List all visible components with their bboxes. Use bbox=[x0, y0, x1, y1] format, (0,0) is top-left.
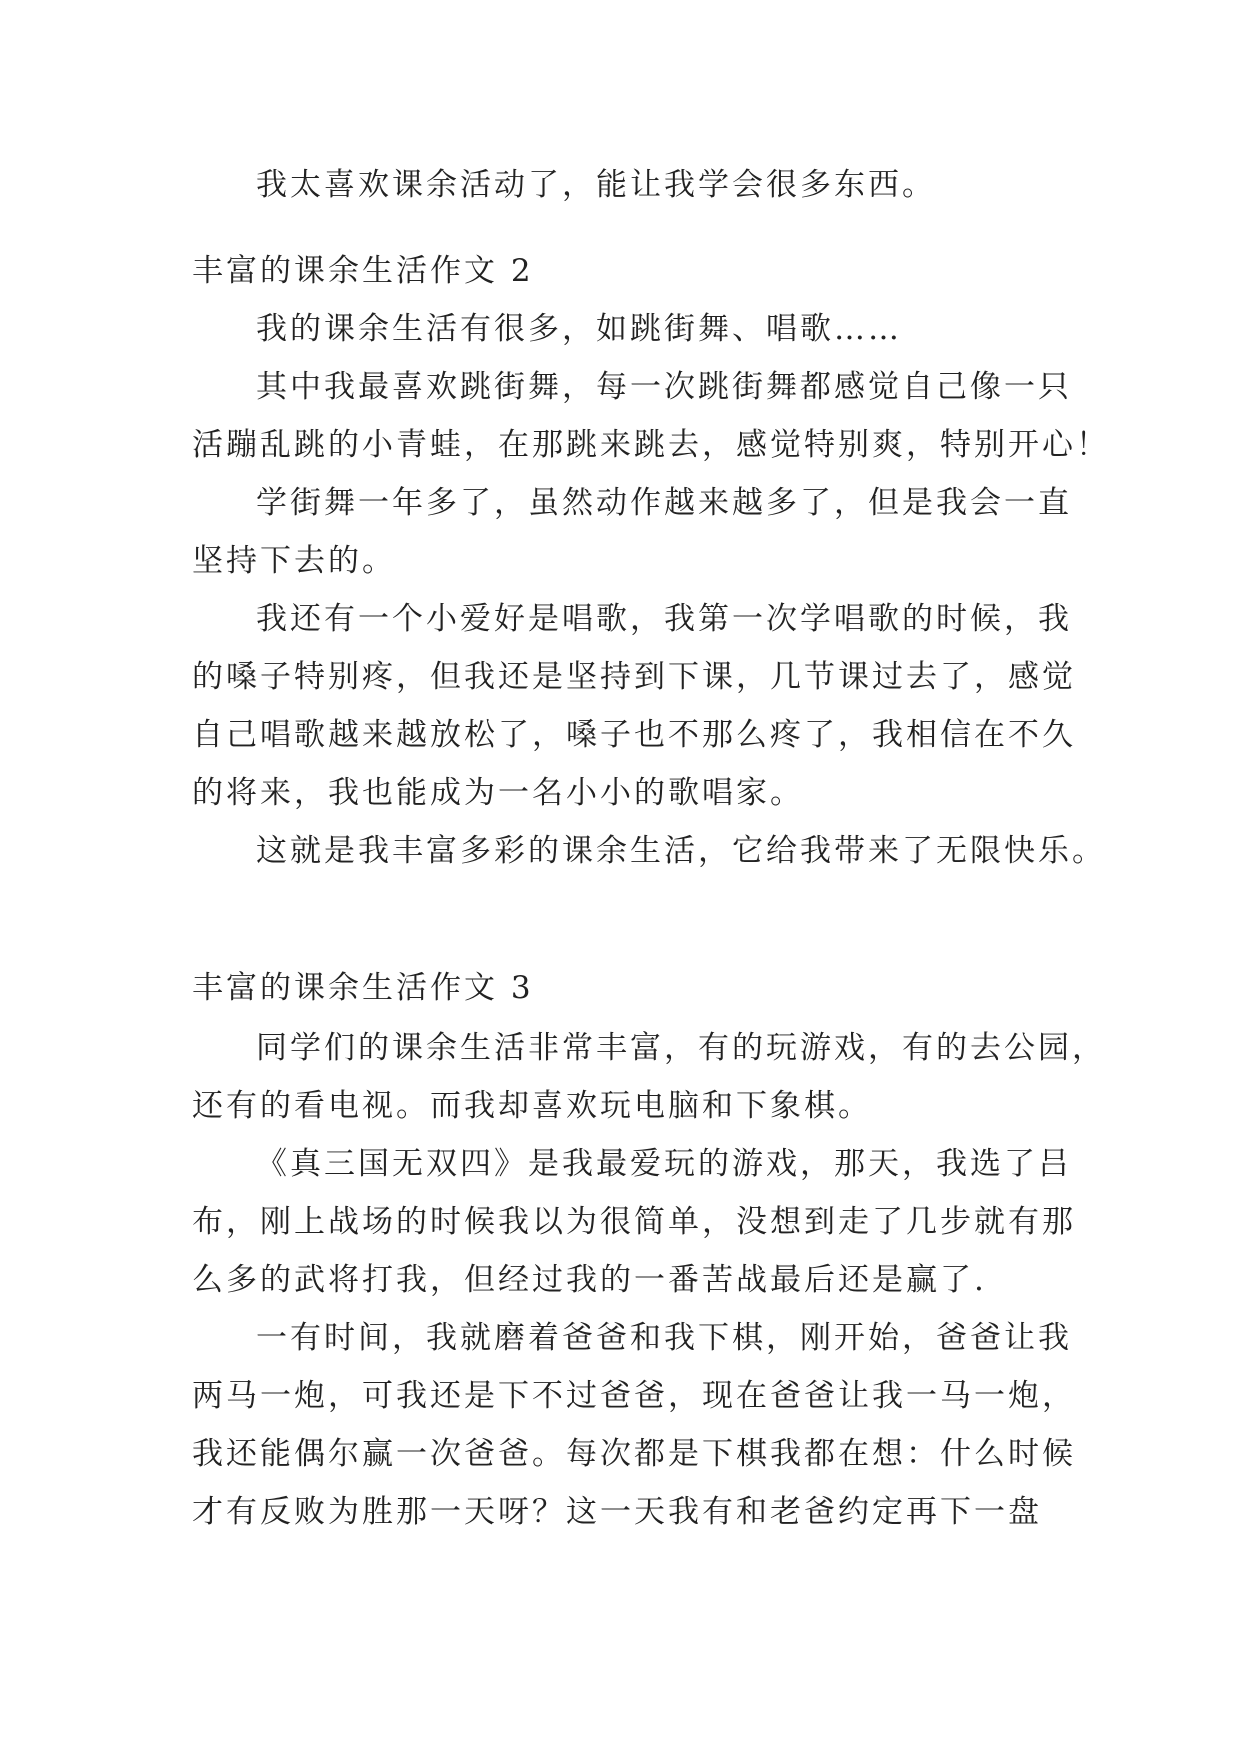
paragraph-line: 我还有一个小爱好是唱歌，我第一次学唱歌的时候，我 bbox=[256, 601, 1072, 637]
paragraph-line: 我的课余生活有很多，如跳街舞、唱歌…… bbox=[256, 311, 902, 347]
paragraph-line: 同学们的课余生活非常丰富，有的玩游戏，有的去公园， bbox=[256, 1030, 1106, 1066]
paragraph-line: 我太喜欢课余活动了，能让我学会很多东西。 bbox=[256, 167, 936, 203]
section-heading-3: 丰富的课余生活作文 3 bbox=[192, 970, 534, 1006]
paragraph-line: 我还能偶尔赢一次爸爸。每次都是下棋我都在想：什么时候 bbox=[192, 1436, 1076, 1472]
paragraph-line: 这就是我丰富多彩的课余生活，它给我带来了无限快乐。 bbox=[256, 833, 1106, 869]
paragraph-line: 的将来，我也能成为一名小小的歌唱家。 bbox=[192, 775, 804, 811]
section-heading-2: 丰富的课余生活作文 2 bbox=[192, 253, 534, 289]
paragraph-line: 一有时间，我就磨着爸爸和我下棋，刚开始，爸爸让我 bbox=[256, 1320, 1072, 1356]
paragraph-line: 学街舞一年多了，虽然动作越来越多了，但是我会一直 bbox=[256, 485, 1072, 521]
paragraph-line: 的嗓子特别疼，但我还是坚持到下课，几节课过去了，感觉 bbox=[192, 659, 1076, 695]
paragraph-line: 两马一炮，可我还是下不过爸爸，现在爸爸让我一马一炮， bbox=[192, 1378, 1076, 1414]
paragraph-line: 《真三国无双四》是我最爱玩的游戏，那天，我选了吕 bbox=[256, 1146, 1072, 1182]
paragraph-line: 还有的看电视。而我却喜欢玩电脑和下象棋。 bbox=[192, 1088, 872, 1124]
paragraph-line: 活蹦乱跳的小青蛙，在那跳来跳去，感觉特别爽，特别开心！ bbox=[192, 427, 1110, 463]
paragraph-line: 自己唱歌越来越放松了，嗓子也不那么疼了，我相信在不久 bbox=[192, 717, 1076, 753]
paragraph-line: 其中我最喜欢跳街舞，每一次跳街舞都感觉自己像一只 bbox=[256, 369, 1072, 405]
paragraph-line: 么多的武将打我，但经过我的一番苦战最后还是赢了. bbox=[192, 1262, 987, 1298]
paragraph-line: 才有反败为胜那一天呀？这一天我有和老爸约定再下一盘 bbox=[192, 1494, 1042, 1530]
paragraph-line: 布，刚上战场的时候我以为很简单，没想到走了几步就有那 bbox=[192, 1204, 1076, 1240]
paragraph-line: 坚持下去的。 bbox=[192, 543, 396, 579]
